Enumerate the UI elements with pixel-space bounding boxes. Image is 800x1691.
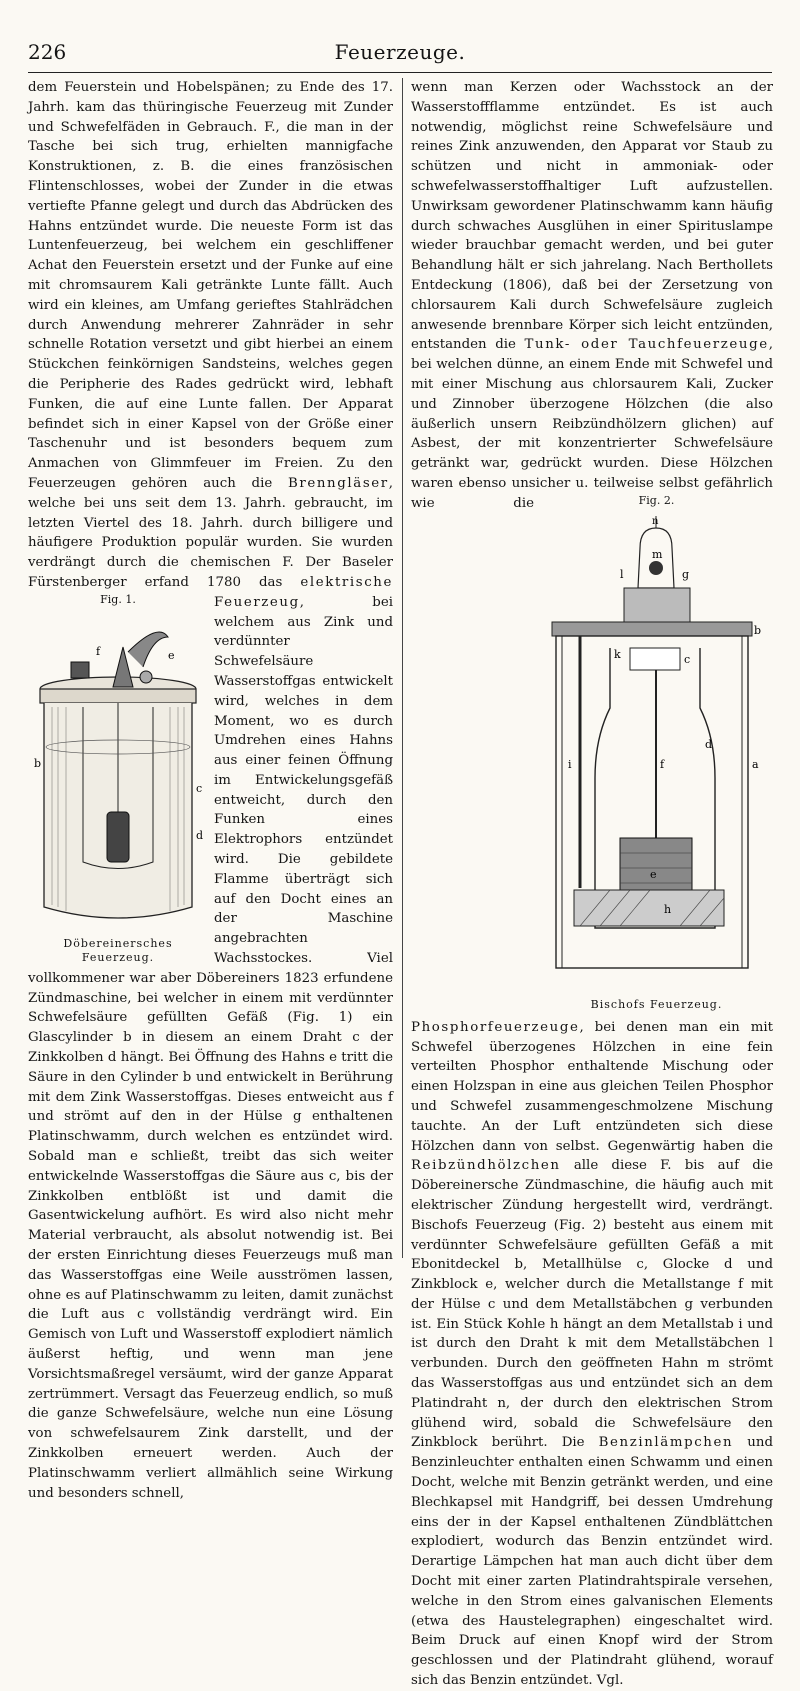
figure-2-label: Fig. 2. — [638, 493, 675, 507]
fig1-letter-e: e — [168, 648, 175, 662]
fig2-letter-i: i — [568, 757, 572, 771]
fig1-letter-c: c — [196, 781, 203, 795]
fig2-letter-m: m — [652, 547, 663, 561]
figure-1-label: Fig. 1. — [100, 592, 136, 606]
left-text-1: dem Feuerstein und Hobelspänen; zu Ende des 17. Jahrh. kam das thüringische Feuerzeug mit Zunder und Schwefelfäden in Gebrauch. F., die man in der Tasche bei sich trug, erhielten mannigfache Konstruktionen, z. B. die eines französischen Flintenschlosses, wobei der Zunder in die etwas vertiefte Pfanne gelegt und durch das Abdrücken des Hahns entzündet wurde. Die neueste Form ist das Luntenfeuerzeug, bei welchem ein geschliffener Achat den Feuerstein ersetzt und der Funke auf eine mit chromsaurem Kali getränkte Lunte fällt. Auch wird ein kleines, am Umfang gerieftes Stahlrädchen durch Anwendung mehrerer Zahnräder in sehr schnelle Rotation versetzt und gibt hierbei an einem Stückchen feinkörnigen Sandsteins, welches gegen die Peripherie des Rades gedrückt wird, lebhaft Funken, die auf eine Lunte fallen. Der Apparat befindet sich in einer Kapsel von der Größe einer Taschenuhr und ist besonders bequem zum Anmachen von Glimmfeuer im Freien. Zu den Feuerzeugen gehören auch die — [28, 80, 393, 491]
term-tunkfeuerzeuge: Tunk- oder Tauchfeuerzeuge — [524, 337, 769, 353]
fig1-letter-d: d — [196, 828, 204, 842]
left-column — [28, 78, 393, 1503]
figure-1-caption-line-1: Döbereinersches — [63, 936, 173, 950]
right-text-3: , bei denen man ein mit Schwefel überzogenes Hölzchen in eine fein verteilten Phosphor enthaltende Mischung oder einen Holzspan in eine aus gleichen Teilen Phosphor und Schwefel zusammengeschmolzene Mischung tauchte. An der Luft entzündeten sich diese Hölzchen dann von selbst. Gegenwärtig haben die — [411, 1019, 773, 1154]
term-brennglaeser: Brenngläser — [287, 475, 389, 491]
doebereiner-apparatus-illustration — [28, 607, 208, 937]
page-number: 226 — [28, 40, 67, 64]
figure-2 — [540, 494, 773, 1018]
left-text-2: , welche bei uns seit dem 13. Jahrh. gebraucht, im letzten Viertel des 18. Jahrh. durch billigere und häufigere Produktion populär wurden. Sie wurden verdrängt durch die chemischen F. Der Baseler Fürstenberger erfand 1780 das — [28, 475, 393, 590]
term-reibzuendhoelzchen: Reibzündhölzchen — [411, 1158, 561, 1174]
left-text-3: , bei welchem aus Zink und verdünnter Schwefelsäure Wasserstoffgas entwickelt wird, welches in dem Moment, wo es durch Umdrehen eines Hahns aus einer feinen Öffnung im Entwickelungsgefäß entweicht, durch den Funken eines Elektrophors entzündet wird. Die gebildete Flamme überträgt sich auf den Docht eines an der Maschine angebrachten Wachsstockes. Viel vollkommener war aber Döbereiners 1823 erfundene Zündmaschine, bei welcher in einem mit verdünnter Schwefelsäure gefüllten Gefäß (Fig. 1) ein Glascylinder b in diesem an einem Draht c der Zinkkolben d hängt. Bei Öffnung des Hahns e tritt die Säure in den Cylinder b und entwickelt in Berührung mit dem Zink Wasserstoffgas. Dieses entweicht aus f und strömt auf den in der Hülse g enthaltenen Platinschwamm, durch welchen es entzündet wird. Sobald man e schließt, treibt das sich weiter entwickelnde Wasserstoffgas die Säure aus c, bis der Zinkkolben entblößt ist und damit die Gasentwickelung aufhört. Es wird also nicht mehr Material verbraucht, als absolut notwendig ist. Bei der ersten Einrichtung dieses Feuerzeugs muß man das Wasserstoffgas eine Weile ausströmen lassen, ohne es auf Platinschwamm zu leiten, damit zunächst die Luft aus c vollständig verdrängt wird. Ein Gemisch von Luft und Wasserstoff explodiert nämlich äußerst heftig, und wenn man jene Vorsichtsmaßregel versäumt, wird der ganze Apparat zertrümmert. Versagt das Feuerzeug endlich, so muß die ganze Schwefelsäure, welche nun eine Lösung von schwefelsaurem Zink darstellt, und der Zinkkolben erneuert werden. Auch der Platinschwamm verliert allmählich seine Wirkung und besonders schnell, — [28, 594, 393, 1501]
right-text-5: und Benzinleuchter enthalten einen Schwamm und einen Docht, welche mit Benzin getränkt werden, und eine Blechkapsel mit Handgriff, bei dessen Umdrehung eins der in der Kapsel enthaltenen Zündblättchen explodiert, wodurch das Benzin entzündet wird. Derartige Lämpchen hat man auch dicht über dem Docht mit einer zarten Platindrahtspirale versehen, welche in den Strom eines galvanischen Elements (etwa des Haustelegraphen) eingeschaltet wird. Beim Druck auf einen Knopf wird der Strom geschlossen und der Platindraht glühend, worauf sich das Benzin entzündet. Vgl. — [411, 1435, 773, 1689]
fig2-letter-k: k — [614, 647, 621, 661]
fig2-letter-l: l — [620, 567, 624, 581]
fig2-letter-f: f — [660, 757, 665, 771]
term-elektrisches-feuerzeug: elektrische Feuerzeug — [214, 574, 393, 610]
figure-1-caption-line-2: Feuerzeug. — [81, 950, 155, 964]
fig2-letter-d: d — [705, 737, 713, 751]
figure-2-caption: Bischofs Feuerzeug. — [590, 997, 723, 1011]
page-header — [28, 40, 772, 72]
header-rule — [28, 72, 772, 73]
term-phosphorfeuerzeuge: Phosphorfeuerzeuge — [411, 1019, 580, 1035]
right-text-1: wenn man Kerzen oder Wachsstock an der Wasserstoffflamme entzündet. Es ist auch notwendig, möglichst reine Schwefelsäure und reines Zink anzuwenden, den Apparat vor Staub zu schützen und nicht in ammoniak- oder schwefelwasserstoffhaltiger Luft aufzustellen. Unwirksam gewordener Platinschwamm kann häufig durch schwaches Ausglühen in einer Spirituslampe wieder brauchbar gemacht werden, und bei guter Behandlung hält er sich jahrelang. Nach Berthollets Entdeckung (1806), daß bei der Zersetzung von chlorsaurem Kali durch Schwefelsäure zugleich anwesende brennbare Körper sich leicht entzünden, entstanden die — [411, 80, 773, 353]
right-paragraph — [411, 78, 773, 1691]
fig2-letter-e: e — [650, 867, 657, 881]
fig2-letter-h: h — [664, 902, 672, 916]
right-text-2: , bei welchen dünne, an einem Ende mit Schwefel und mit einer Mischung aus chlorsaurem Kali, Zucker und Zinnober überzogene Hölzchen (die also äußerlich unsern Reibzündhölzern glichen) auf Asbest, der mit konzentrierter Schwefelsäure getränkt war, gedrückt wurden. Diese Hölzchen waren ebenso unsicher u. teilweise selbst gefährlich wie die — [411, 337, 773, 511]
fig1-letter-b: b — [34, 756, 42, 770]
left-paragraph — [28, 78, 393, 1503]
running-head: Feuerzeuge. — [334, 40, 466, 64]
fig2-letter-b: b — [754, 623, 762, 637]
term-benzinlaempchen: Benzinlämpchen — [598, 1435, 734, 1451]
figure-1 — [28, 593, 208, 969]
fig1-letter-f: f — [96, 644, 101, 658]
right-text-4: alle diese F. bis auf die Döbereinersche Zündmaschine, die häufig auch mit elektrischer Zündung hergestellt wird, verdrängt. Bischofs Feuerzeug (Fig. 2) besteht aus einem mit verdünnter Schwefelsäure gefüllten Gefäß a mit Ebonitdeckel b, Metallhülse c, Glocke d und Zinkblock e, welcher durch die Metallstange f mit der Hülse c und dem Metallstäbchen g verbunden ist. Ein Stück Kohle h hängt an dem Metallstab i und ist durch den Draht k mit dem Metallstäbchen l verbunden. Durch den geöffneten Hahn m strömt das Wasserstoffgas aus und entzündet sich an dem Platindraht n, der durch den elektrischen Strom glühend wird, sobald die Schwefelsäure den Zinkblock berührt. Die — [411, 1158, 773, 1451]
column-divider — [402, 78, 403, 1258]
fig2-letter-a: a — [752, 757, 759, 771]
bischof-apparatus-illustration — [540, 508, 773, 998]
fig2-letter-g: g — [682, 567, 690, 581]
right-column — [411, 78, 773, 1691]
fig2-letter-c: c — [684, 652, 691, 666]
fig2-letter-n: n — [652, 515, 659, 527]
